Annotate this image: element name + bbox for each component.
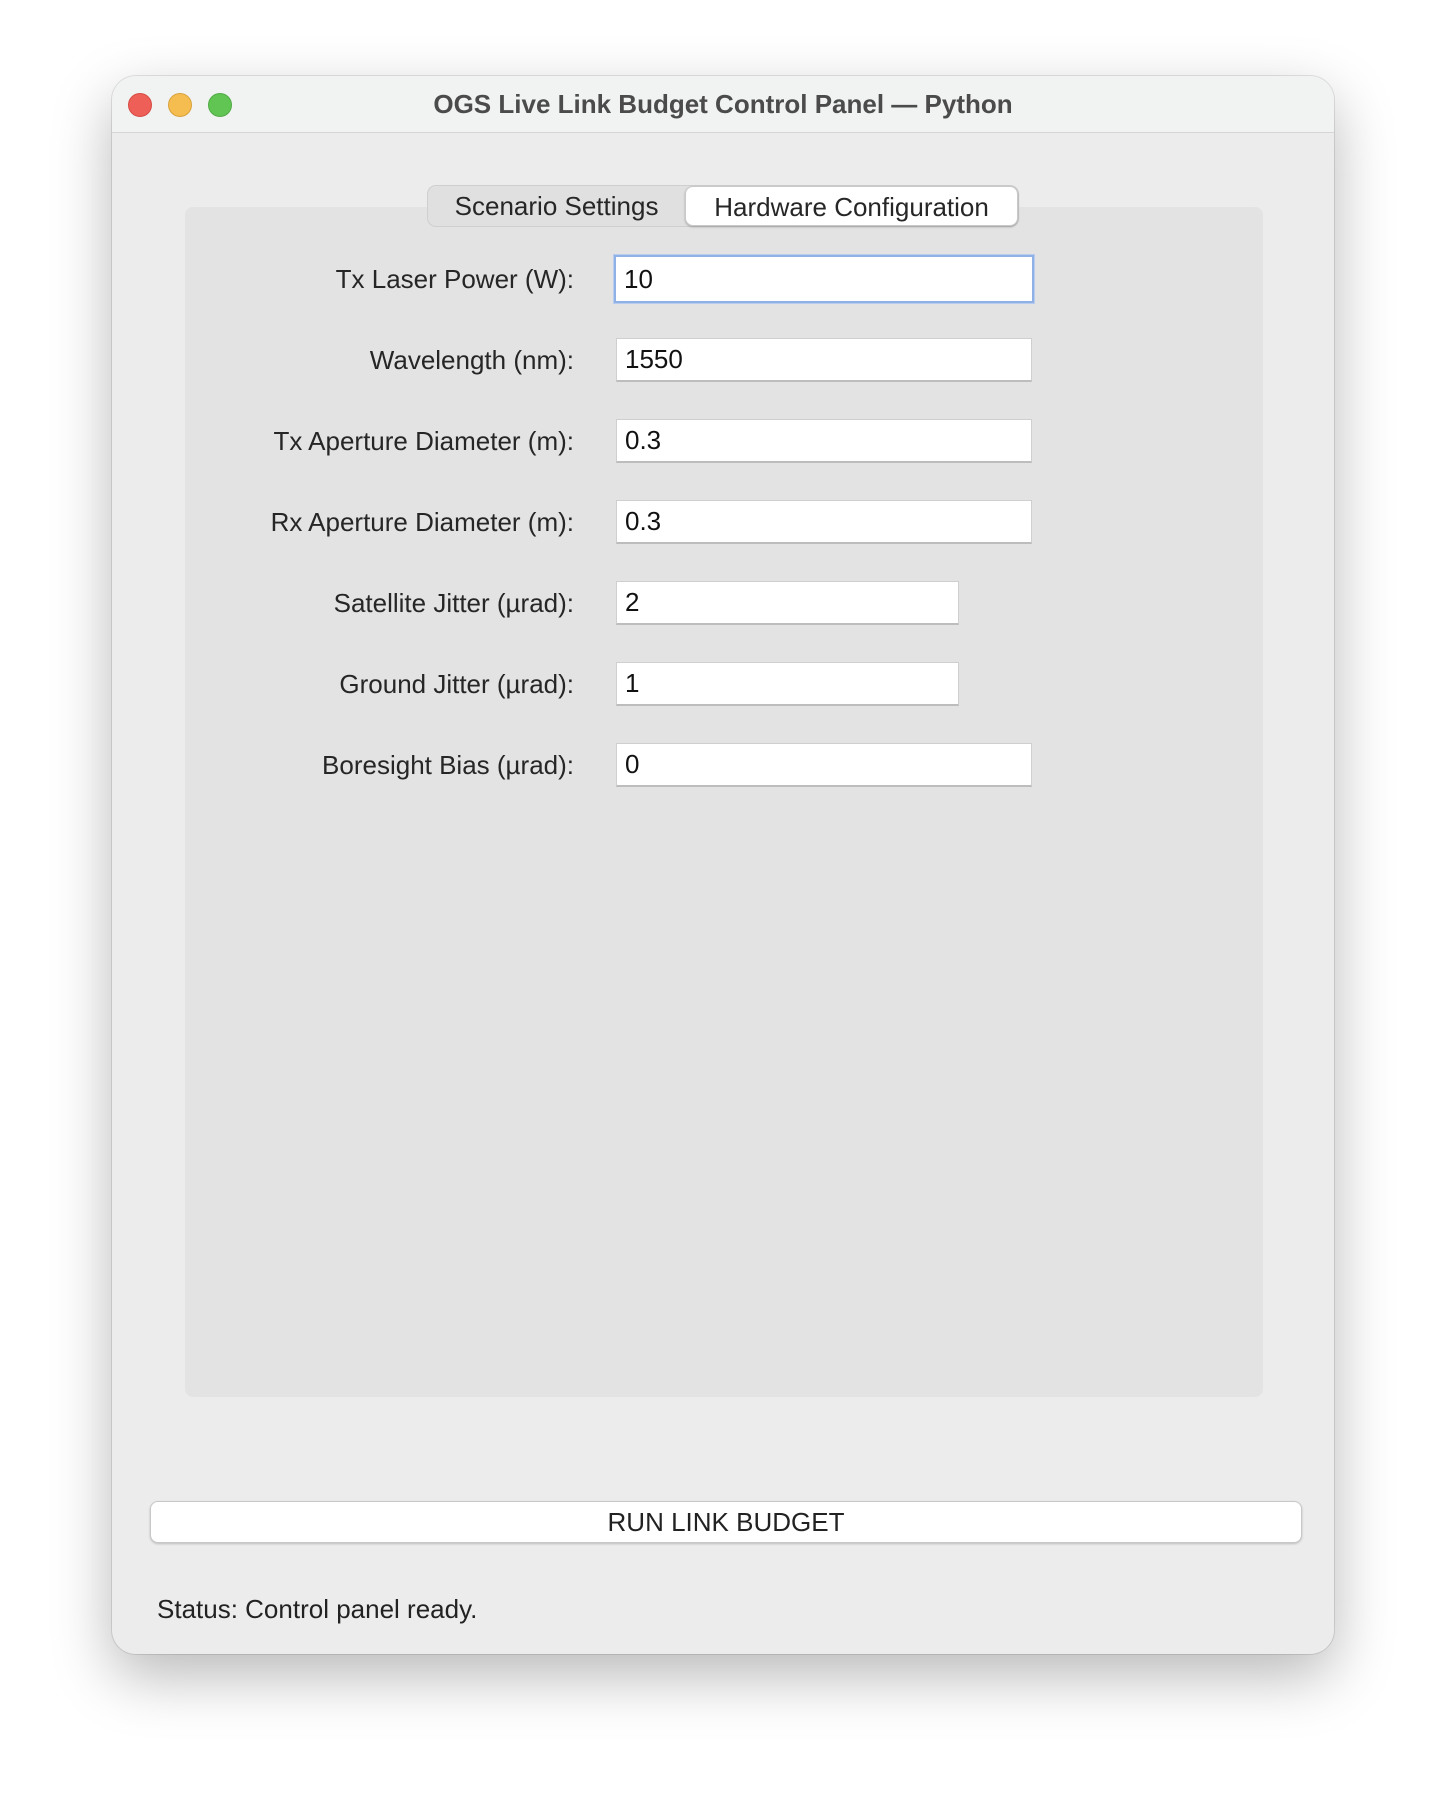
form-row-tx-laser-power xyxy=(112,257,1334,301)
wavelength-input[interactable] xyxy=(616,338,1032,382)
status-text: Status: Control panel ready. xyxy=(157,1594,478,1624)
ground-jitter-label: Ground Jitter (µrad): xyxy=(339,669,574,699)
tab-scenario-settings[interactable]: Scenario Settings xyxy=(454,191,659,221)
form-row-rx-aperture xyxy=(112,500,1334,544)
form-row-satellite-jitter xyxy=(112,581,1334,625)
satellite-jitter-input[interactable] xyxy=(616,581,959,625)
window-title: OGS Live Link Budget Control Panel — Python xyxy=(433,89,1013,119)
rx-aperture-label: Rx Aperture Diameter (m): xyxy=(270,507,574,537)
wavelength-label: Wavelength (nm): xyxy=(369,345,574,375)
tx-laser-power-label: Tx Laser Power (W): xyxy=(335,264,574,294)
title-bar xyxy=(112,76,1334,133)
form-row-boresight-bias xyxy=(112,743,1334,787)
tab-bar xyxy=(427,185,1019,227)
tx-aperture-label: Tx Aperture Diameter (m): xyxy=(273,426,574,456)
form-row-wavelength xyxy=(112,338,1334,382)
app-window xyxy=(112,76,1334,1654)
ground-jitter-input[interactable] xyxy=(616,662,959,706)
tx-laser-power-input[interactable] xyxy=(614,255,1034,303)
form-row-ground-jitter xyxy=(112,662,1334,706)
satellite-jitter-label: Satellite Jitter (µrad): xyxy=(333,588,574,618)
rx-aperture-input[interactable] xyxy=(616,500,1032,544)
boresight-bias-label: Boresight Bias (µrad): xyxy=(322,750,574,780)
tab-panel xyxy=(185,207,1263,1397)
boresight-bias-input[interactable] xyxy=(616,743,1032,787)
form-row-tx-aperture xyxy=(112,419,1334,463)
tab-hardware-configuration[interactable]: Hardware Configuration xyxy=(685,186,1018,226)
tx-aperture-input[interactable] xyxy=(616,419,1032,463)
run-link-budget-button[interactable]: RUN LINK BUDGET xyxy=(150,1501,1302,1543)
